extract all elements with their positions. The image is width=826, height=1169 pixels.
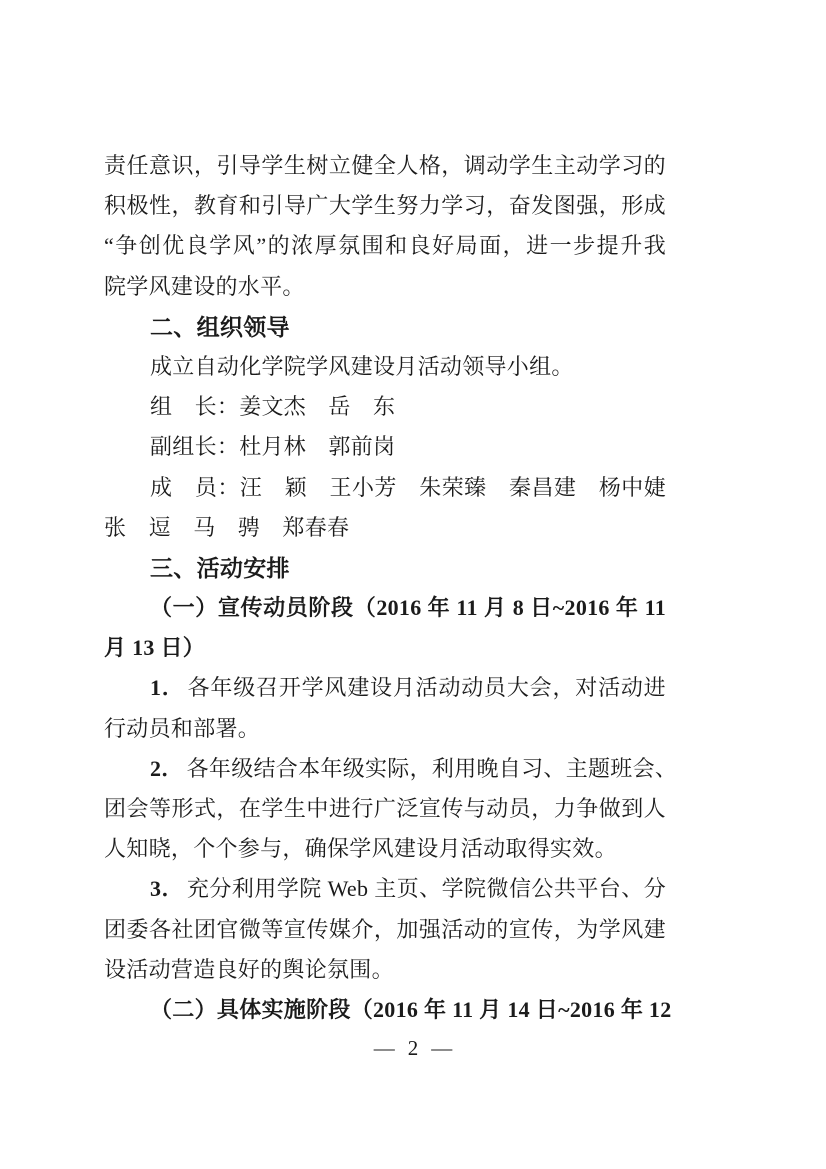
text-line [104,789,666,829]
footer-dash-right: — [431,1036,453,1060]
text-line [104,709,666,749]
line-text: 张 逗 马 骋 郑春春 [104,514,350,540]
list-number: 3． [150,876,184,902]
section-heading [104,307,666,347]
line-text: （一）宣传动员阶段（2016 年 11 月 8 日~2016 年 11 [150,595,666,621]
text-line [104,508,666,548]
line-text: 人知晓，个个参与，确保学风建设月活动取得实效。 [104,836,617,862]
numbered-item [104,668,666,748]
list-number: 2． [150,755,184,781]
sub-heading [104,588,666,668]
line-text: 院学风建设的水平。 [104,273,305,299]
text-line [104,146,666,186]
line-text: 二、组织领导 [150,313,290,340]
text-line [104,427,666,467]
text-line [104,829,666,869]
text-line [104,628,666,668]
line-text: 三、活动安排 [150,554,290,581]
text-line [104,869,666,909]
text-line [104,588,666,628]
section-heading [104,548,666,588]
text-line [104,990,672,1030]
text-line [104,226,666,266]
line-text: 成立自动化学院学风建设月活动领导小组。 [150,353,574,379]
line-text: 团委各社团官微等宣传媒介，加强活动的宣传，为学风建 [104,916,666,942]
page-footer [0,1036,826,1061]
footer-dash-left: — [373,1036,395,1060]
text-line [104,950,666,990]
text-line [104,910,666,950]
line-text: 各年级召开学风建设月活动动员大会，对活动进 [187,675,666,701]
text-line [104,267,666,307]
text-line [104,668,666,708]
text-line [104,307,666,347]
paragraph [104,387,666,427]
text-line [104,749,678,789]
line-text: 组 长：姜文杰 岳 东 [150,394,396,420]
numbered-item [104,869,666,990]
paragraph [104,468,666,548]
page-number: 2 [407,1036,419,1060]
line-text: （二）具体实施阶段（2016 年 11 月 14 日~2016 年 12 [150,996,672,1022]
line-text: 设活动营造良好的舆论氛围。 [104,956,394,982]
text-line [104,387,666,427]
paragraph [104,146,666,307]
line-text: 各年级结合本年级实际，利用晚自习、主题班会、 [186,755,678,781]
line-text: 行动员和部署。 [104,715,261,741]
text-line [104,186,666,226]
line-text: 充分利用学院 Web 主页、学院微信公共平台、分 [186,876,667,902]
line-text: “争创优良学风”的浓厚氛围和良好局面，进一步提升我 [104,233,666,259]
text-line [104,548,666,588]
numbered-item [104,749,678,870]
text-line [104,347,666,387]
text-line [104,468,666,508]
line-text: 副组长：杜月林 郭前岗 [150,434,396,460]
line-text: 成 员：汪 颖 王小芳 朱荣臻 秦昌建 杨中婕 [150,474,666,500]
document-body [104,146,678,1030]
line-text: 团会等形式，在学生中进行广泛宣传与动员，力争做到人 [104,796,666,821]
sub-heading [104,990,672,1030]
line-text: 积极性，教育和引导广大学生努力学习，奋发图强，形成 [104,193,666,219]
paragraph [104,427,666,467]
line-text: 月 13 日） [104,635,206,661]
list-number: 1． [150,675,185,701]
paragraph [104,347,666,387]
line-text: 责任意识，引导学生树立健全人格，调动学生主动学习的 [104,153,666,178]
